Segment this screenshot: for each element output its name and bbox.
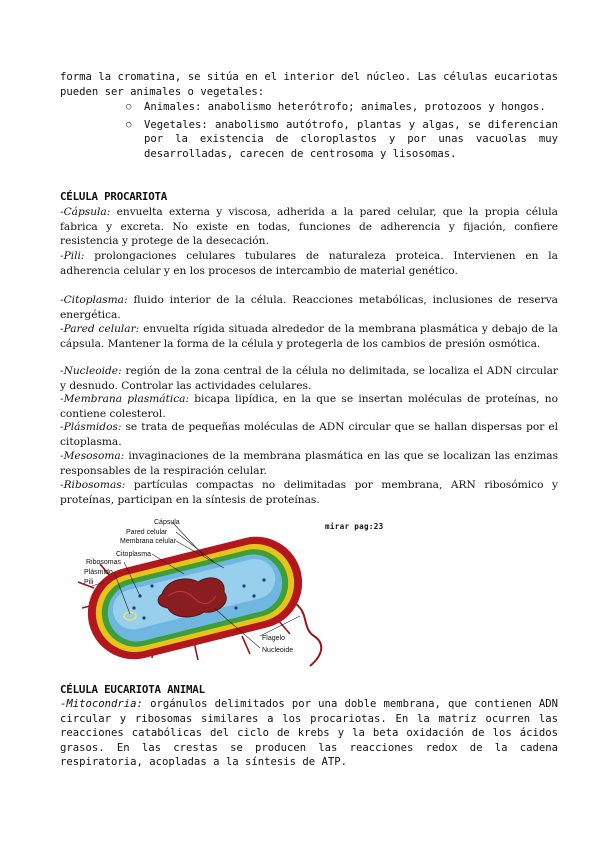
term-text: envuelta externa y viscosa, adherida a la pared celular, que la propia célula fabrica y excreta. No existe en todas, funciones de adherencia y fijación, confiere resistencia y protege de la desecación. (60, 206, 558, 248)
prokaryote-cell-illustration (64, 516, 326, 670)
term-label: -Pared celular: (60, 323, 140, 335)
label-pili: Pili (84, 579, 94, 586)
list-item-animales: ○ Animales: anabolismo heterótrofo; animales, protozoos y hongos. (126, 100, 558, 115)
item-ribosomas (60, 478, 558, 507)
item-pared-celular (60, 322, 558, 351)
item-pili (60, 249, 558, 278)
term-text: prolongaciones celulares tubulares de naturaleza proteica. Intervienen en la adherencia celular y en los procesos de intercambio de material genético. (60, 250, 558, 277)
term-text: partículas compactas no delimitadas por membrana, ARN ribosómico y proteínas, participan en la síntesis de proteínas. (60, 479, 558, 506)
term-text: región de la zona central de la célula no delimitada, se localiza el ADN circular y desnudo. Controlar las actividades celulares. (60, 365, 558, 392)
label-capsula: Cápsula (154, 519, 180, 526)
handwritten-note: mirar pag:23 (325, 522, 384, 531)
flagelo-strand (296, 604, 321, 666)
term-label: -Mesosoma: (60, 450, 125, 462)
term-label: -Plásmidos: (60, 421, 122, 433)
item-nucleoide (60, 364, 558, 393)
term-label: -Nucleoide: (60, 365, 122, 377)
term-label: -Mitocondria: (60, 698, 143, 710)
term-text: invaginaciones de la membrana plasmática en las que se localizan las enzimas responsables de la respiración celular. (60, 450, 558, 477)
term-text: envuelta rígida situada alrededor de la membrana plasmática y debajo de la cápsula. Mantener la forma de la célula y protegerla de los cambios de presión osmótica. (60, 323, 558, 350)
term-label: -Membrana plasmática: (60, 393, 190, 405)
list-item-vegetales: ○ Vegetales: anabolismo autótrofo, plantas y algas, se diferencian por la existencia de cloroplastos y por unas vacuolas muy desarrolladas, carecen de centrosoma y lisosomas. (126, 118, 558, 162)
term-text: fluido interior de la célula. Reacciones metabólicas, inclusiones de reserva energética. (60, 294, 558, 321)
term-text: bicapa lipídica, en la que se insertan moléculas de proteínas, no contiene colesterol. (60, 393, 558, 420)
heading-eucariota: CÉLULA EUCARIOTA ANIMAL (60, 683, 205, 696)
item-membrana-plasmatica (60, 392, 558, 421)
item-plasmidos (60, 420, 558, 449)
term-label: -Ribosomas: (60, 479, 126, 491)
intro-paragraph: forma la cromatina, se sitúa en el interior del núcleo. Las células eucariotas pueden ser animales o vegetales: (60, 71, 558, 98)
label-pared-celular: Pared celular (126, 529, 168, 536)
item-mitocondria (60, 697, 558, 770)
item-capsula (60, 205, 558, 249)
term-label: -Citoplasma: (60, 294, 128, 306)
label-nucleoide: Nucleoide (262, 647, 294, 654)
item-mesosoma (60, 449, 558, 478)
cell-diagram-svg (64, 516, 326, 670)
term-label: -Cápsula: (60, 206, 111, 218)
term-text: orgánulos delimitados por una doble membrana, que contienen ADN circular y ribosomas similares a los procariotas. En la matriz ocurren las reacciones catabólicas del ciclo de krebs y la beta oxidación de los ácidos grasos. En las crestas se producen las reacciones redox de la cadena respiratoria, acopladas a la síntesis de ATP. (60, 698, 558, 769)
item-citoplasma (60, 293, 558, 322)
term-label: -Pili: (60, 250, 85, 262)
label-plasmido: Plásmido (84, 569, 113, 576)
cell-type-list (126, 100, 558, 164)
label-membrana-celular: Membrana celular (120, 538, 177, 545)
term-text: se trata de pequeñas moléculas de ADN circular que se hallan dispersas por el citoplasma. (60, 421, 558, 448)
label-citoplasma: Citoplasma (116, 551, 152, 558)
heading-procariota: CÉLULA PROCARIOTA (60, 190, 168, 203)
label-flagelo: Flagelo (262, 635, 285, 642)
label-ribosomas: Ribosomas (86, 559, 122, 566)
